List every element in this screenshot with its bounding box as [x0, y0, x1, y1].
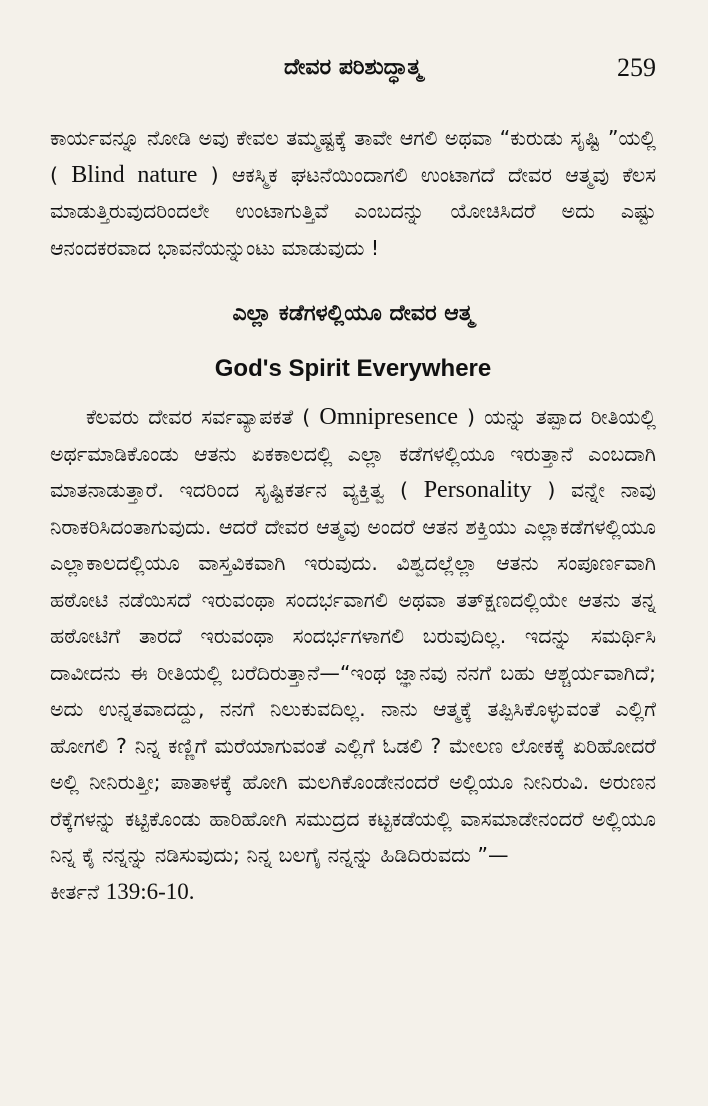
page-number: 259: [617, 53, 656, 82]
chapter-title: ದೇವರ ಪರಿಶುದ್ಧಾತ್ಮ: [283, 55, 423, 80]
scripture-reference-number: 139:6-10.: [105, 878, 195, 904]
para1-text-a: ಕಾರ್ಯವನ್ನೂ ನೋಡಿ ಅವು ಕೇವಲ ತಮ್ಮಷ್ಟಕ್ಕೆ ತಾವೇ ಆಗಲಿ ಅಥವಾ “ಕುರುಡು ಸೃಷ್ಟಿ ”ಯಲ್ಲಿ (: [50, 126, 656, 187]
section-heading-kannada: ಎಲ್ಲಾ ಕಡೆಗಳಲ್ಲಿಯೂ ದೇವರ ಆತ್ಮ: [232, 301, 474, 326]
english-gloss-omnipresence: Omnipresence: [319, 404, 458, 430]
para2-text-b: ) ಯನ್ನು ತಪ್ಪಾದ ರೀತಿಯಲ್ಲಿ ಅರ್ಥಮಾಡಿಕೊಂಡು ಆತನು ಏಕಕಾಲದಲ್ಲಿ ಎಲ್ಲಾ ಕಡೆಗಳಲ್ಲಿಯೂ ಇರುತ್ತಾನೆ ಎಂಬದಾಗಿ ಮಾತನಾಡುತ್ತಾರೆ. ಇದರಿಂದ ಸೃಷ್ಟಿಕರ್ತನ ವ್ಯಕ್ತಿತ್ವ (: [50, 405, 656, 502]
paragraph-continued: [50, 120, 656, 266]
para2-text-a: ಕೆಲವರು ದೇವರ ಸರ್ವವ್ಯಾಪಕತೆ (: [86, 405, 311, 429]
section-heading-english: God's Spirit Everywhere: [214, 354, 492, 382]
english-gloss-personality: Personality: [423, 477, 532, 503]
page-body: [50, 120, 656, 910]
english-gloss-blind-nature: Blind nature: [71, 161, 198, 188]
running-head: [50, 55, 656, 89]
paragraph-omnipresence: [50, 399, 656, 910]
para1-text-b: ) ಆಕಸ್ಮಿಕ ಘಟನೆಯಿಂದಾಗಲಿ ಉಂಟಾಗದೆ ದೇವರ ಆತ್ಮವು ಕೆಲಸ ಮಾಡುತ್ತಿರುವುದರಿಂದಲೇ ಉಂಟಾಗುತ್ತಿವೆ ಎಂಬದನ್ನು ಯೋಚಿಸಿದರೆ ಅದು ಎಷ್ಟು ಆನಂದಕರವಾದ ಭಾವನೆಯನ್ನುಂಟು ಮಾಡುವುದು !: [50, 162, 656, 260]
para2-text-c: ) ವನ್ನೇ ನಾವು ನಿರಾಕರಿಸಿದಂತಾಗುವುದು. ಆದರೆ ದೇವರ ಆತ್ಮವು ಅಂದರೆ ಆತನ ಶಕ್ತಿಯು ಎಲ್ಲಾಕಡೆಗಳಲ್ಲಿಯೂ ಎಲ್ಲಾಕಾಲದಲ್ಲಿಯೂ ವಾಸ್ತವಿಕವಾಗಿ ಇರುವುದು. ವಿಶ್ವದಲ್ಲೆಲ್ಲಾ ಆತನು ಸಂಪೂರ್ಣವಾಗಿ ಹಠೋಟಿ ನಡೆಯಿಸದೆ ಇರುವಂಥಾ ಸಂದರ್ಭವಾಗಲಿ ಅಥವಾ ತತ್‌ಕ್ಷಣದಲ್ಲಿಯೇ ಆತನು ತನ್ನ ಹಠೋಟಿಗೆ ತಾರದೆ ಇರುವಂಥಾ ಸಂದರ್ಭಗಳಾಗಲಿ ಬರುವುದಿಲ್ಲ. ಇದನ್ನು ಸಮರ್ಥಿಸಿ ದಾವೀದನು ಈ ರೀತಿಯಲ್ಲಿ ಬರೆದಿರುತ್ತಾನೆ—“ಇಂಥ ಜ್ಞಾನವು ನನಗೆ ಬಹು ಆಶ್ಚರ್ಯವಾಗಿದೆ; ಅದು ಉನ್ನತವಾದದ್ದು, ನನಗೆ ನಿಲುಕುವದಿಲ್ಲ. ನಾನು ಆತ್ಮಕ್ಕೆ ತಪ್ಪಿಸಿಕೊಳ್ಳುವಂತೆ ಎಲ್ಲಿಗೆ ಹೋಗಲಿ ? ನಿನ್ನ ಕಣ್ಣಿಗೆ ಮರೆಯಾಗುವಂತೆ ಎಲ್ಲಿಗೆ ಓಡಲಿ ? ಮೇಲಣ ಲೋಕಕ್ಕೆ ಏರಿಹೋದರೆ ಅಲ್ಲಿ ನೀನಿರುತ್ತೀ; ಪಾತಾಳಕ್ಕೆ ಹೋಗಿ ಮಲಗಿಕೊಂಡೇನಂದರೆ ಅಲ್ಲಿಯೂ ನೀನಿರುವಿ. ಅರುಣನ ರೆಕ್ಕೆಗಳನ್ನು ಕಟ್ಟಿಕೊಂಡು ಹಾರಿಹೋಗಿ ಸಮುದ್ರದ ಕಟ್ಟಕಡೆಯಲ್ಲಿ ವಾಸಮಾಡೇನಂದರೆ ಅಲ್ಲಿಯೂ ನಿನ್ನ ಕೈ ನನ್ನನ್ನು ನಡಿಸುವುದು; ನಿನ್ನ ಬಲಗೈ ನನ್ನನ್ನು ಹಿಡಿದಿರುವದು ”—: [50, 478, 656, 867]
scripture-reference-label: ಕೀರ್ತನೆ: [50, 879, 100, 904]
